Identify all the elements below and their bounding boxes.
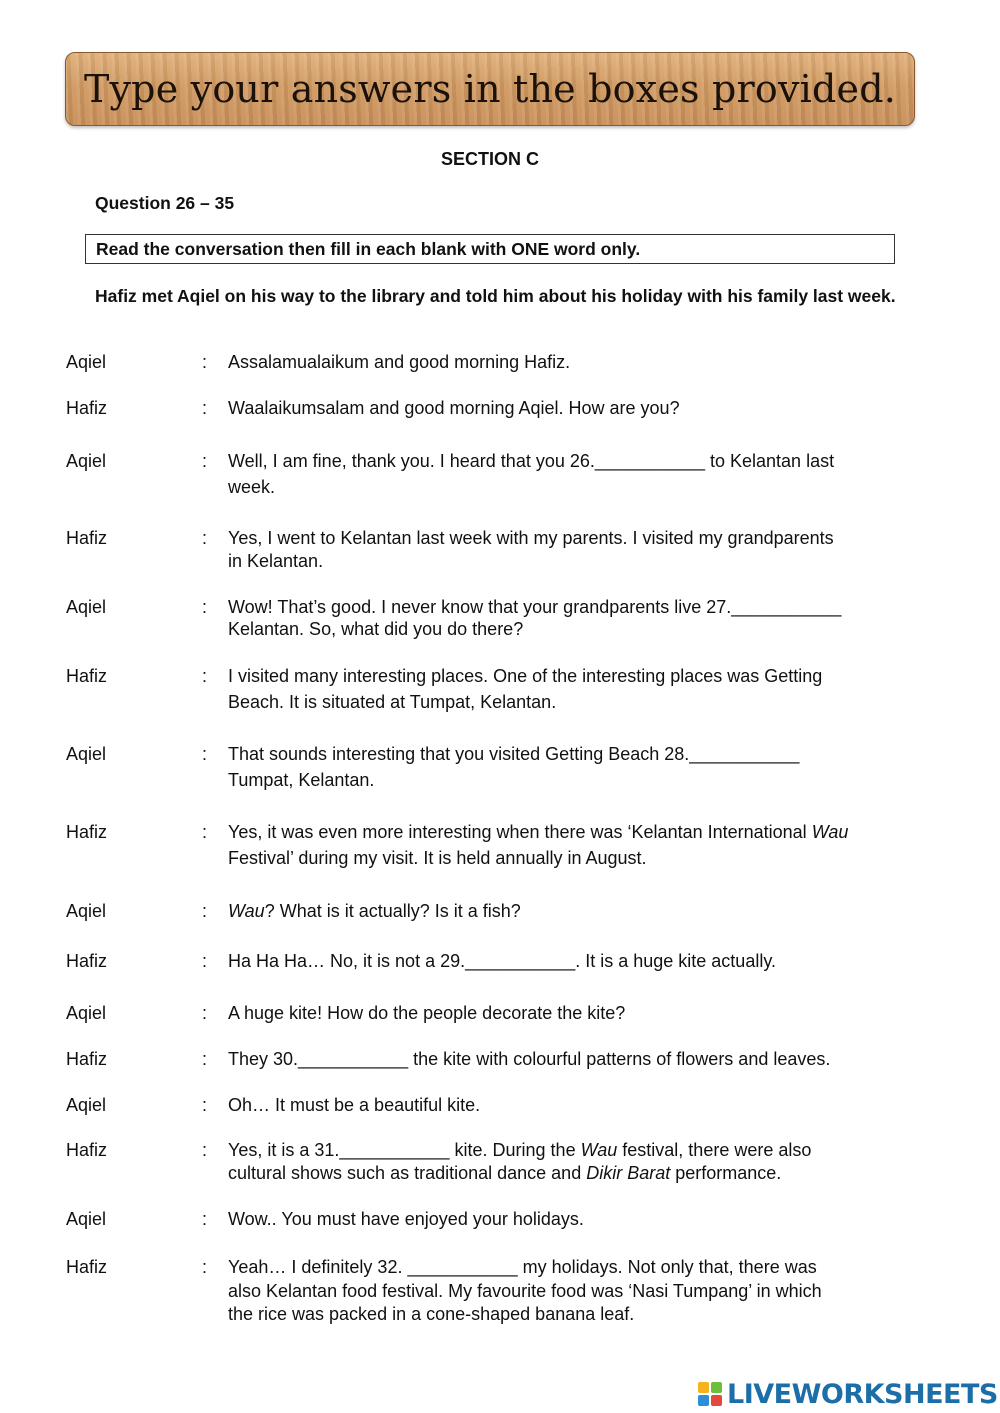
speaker-name: Aqiel xyxy=(66,744,107,764)
dialogue-line: Yes, it is a 31.___________ kite. During the Wau festival, there were also xyxy=(228,1140,812,1160)
speaker-name: Hafiz xyxy=(66,822,108,842)
section-title: SECTION C xyxy=(440,149,539,169)
dialogue-line: Wow.. You must have enjoyed your holidays. xyxy=(228,1209,584,1229)
liveworksheets-watermark xyxy=(697,1377,998,1411)
dialogue-line: Assalamualaikum and good morning Hafiz. xyxy=(228,352,571,372)
dialogue-line: also Kelantan food festival. My favourite food was ‘Nasi Tumpang’ in which xyxy=(228,1281,822,1301)
speaker-name: Aqiel xyxy=(66,451,107,471)
speaker-colon: : xyxy=(202,597,208,617)
dialogue-line: That sounds interesting that you visited Getting Beach 28.___________ xyxy=(228,744,800,764)
dialogue-line: Wau? What is it actually? Is it a fish? xyxy=(228,901,521,921)
speaker-colon: : xyxy=(202,1095,208,1115)
speaker-colon: : xyxy=(202,822,208,842)
watermark-text: LIVEWORKSHEETS xyxy=(727,1378,998,1410)
speaker-colon: : xyxy=(202,744,208,764)
speaker-colon: : xyxy=(202,1049,208,1069)
speaker-name: Hafiz xyxy=(66,528,108,548)
instruction-text: Read the conversation then fill in each blank with ONE word only. xyxy=(96,239,641,259)
speaker-colon: : xyxy=(202,352,208,372)
dialogue-line: I visited many interesting places. One of the interesting places was Getting xyxy=(228,666,823,686)
speaker-colon: : xyxy=(202,528,208,548)
dialogue-line: Beach. It is situated at Tumpat, Kelantan. xyxy=(228,692,557,712)
speaker-colon: : xyxy=(202,901,208,921)
dialogue-line: A huge kite! How do the people decorate the kite? xyxy=(228,1003,626,1023)
speaker-name: Hafiz xyxy=(66,1049,108,1069)
dialogue-line: They 30.___________ the kite with colourful patterns of flowers and leaves. xyxy=(228,1049,831,1069)
banner-text: Type your answers in the boxes provided. xyxy=(83,67,897,111)
speaker-colon: : xyxy=(202,951,208,971)
speaker-colon: : xyxy=(202,1140,208,1160)
dialogue-line: Well, I am fine, thank you. I heard that you 26.___________ to Kelantan last xyxy=(228,451,835,471)
instruction-banner xyxy=(65,52,915,126)
speaker-name: Hafiz xyxy=(66,666,108,686)
speaker-name: Hafiz xyxy=(66,1257,108,1277)
speaker-name: Aqiel xyxy=(66,1095,107,1115)
intro-paragraph: Hafiz met Aqiel on his way to the library and told him about his holiday with his family last week. xyxy=(95,286,896,306)
speaker-colon: : xyxy=(202,666,208,686)
speaker-name: Aqiel xyxy=(66,901,107,921)
dialogue-line: the rice was packed in a cone-shaped banana leaf. xyxy=(228,1304,635,1324)
dialogue-line: cultural shows such as traditional dance and Dikir Barat performance. xyxy=(228,1163,782,1183)
speaker-colon: : xyxy=(202,451,208,471)
dialogue-line: Tumpat, Kelantan. xyxy=(228,770,375,790)
speaker-name: Aqiel xyxy=(66,1209,107,1229)
dialogue-line: Yes, it was even more interesting when there was ‘Kelantan International Wau xyxy=(228,822,849,842)
instruction-box xyxy=(85,234,895,264)
speaker-colon: : xyxy=(202,398,208,418)
speaker-name: Aqiel xyxy=(66,597,107,617)
dialogue-line: Wow! That’s good. I never know that your grandparents live 27.___________ xyxy=(228,597,842,617)
speaker-colon: : xyxy=(202,1003,208,1023)
dialogue-line: Yeah… I definitely 32. ___________ my holidays. Not only that, there was xyxy=(228,1257,817,1277)
dialogue-line: Waalaikumsalam and good morning Aqiel. How are you? xyxy=(228,398,680,418)
dialogue-line: in Kelantan. xyxy=(228,551,324,571)
dialogue-line: Festival’ during my visit. It is held annually in August. xyxy=(228,848,647,868)
dialogue-line: Ha Ha Ha… No, it is not a 29.___________. It is a huge kite actually. xyxy=(228,951,776,971)
speaker-name: Aqiel xyxy=(66,1003,107,1023)
speaker-name: Hafiz xyxy=(66,398,108,418)
question-label: Question 26 – 35 xyxy=(95,193,235,213)
liveworksheets-logo-icon xyxy=(697,1381,723,1407)
speaker-colon: : xyxy=(202,1257,208,1277)
speaker-colon: : xyxy=(202,1209,208,1229)
speaker-name: Hafiz xyxy=(66,951,108,971)
dialogue-line: Oh… It must be a beautiful kite. xyxy=(228,1095,481,1115)
dialogue-line: Yes, I went to Kelantan last week with my parents. I visited my grandparents xyxy=(228,528,834,548)
speaker-name: Aqiel xyxy=(66,352,107,372)
dialogue-line: Kelantan. So, what did you do there? xyxy=(228,619,524,639)
dialogue-line: week. xyxy=(228,477,276,497)
speaker-name: Hafiz xyxy=(66,1140,108,1160)
